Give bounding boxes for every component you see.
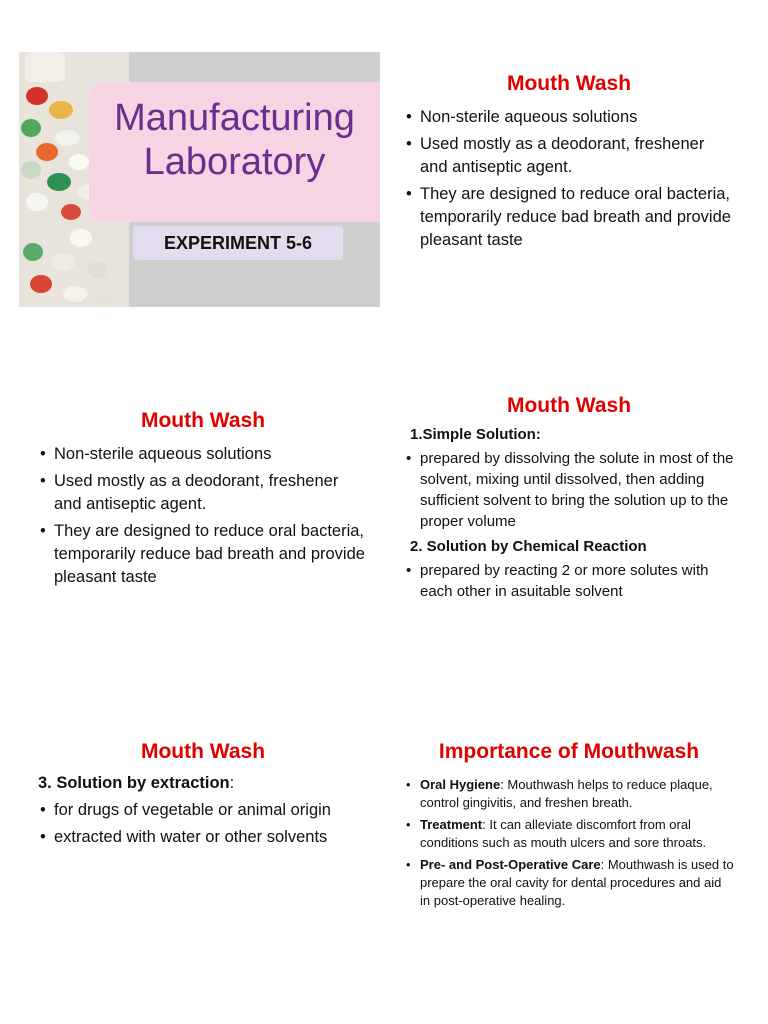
slide-mouth-wash-intro-1 [404, 72, 734, 252]
list-item: • They are designed to reduce oral bacteria, temporarily reduce bad breath and provide pleasant taste [38, 520, 368, 589]
list-item: • Non-sterile aqueous solutions [404, 106, 734, 129]
bullet-list [38, 443, 368, 589]
slide-title: Mouth Wash [140, 740, 266, 763]
cover-title-line1: Manufacturing [114, 97, 355, 139]
slide-mouth-wash-extraction [38, 740, 368, 849]
bullet-list [404, 776, 734, 910]
slide-title: Mouth Wash [506, 72, 632, 95]
item-text: : Mouthwash is used to prepare the oral cavity for dental procedures and aid in post-operative healing. [420, 857, 734, 908]
list-item: • Used mostly as a deodorant, freshener and antiseptic agent. [38, 470, 368, 516]
subheading-extraction-label: 3. Solution by extraction [38, 774, 230, 792]
list-item: • prepared by dissolving the solute in most of the solvent, mixing until dissolved, then adding sufficient solvent to bring the solution up to the proper volume [404, 448, 734, 532]
item-term: Treatment [420, 817, 483, 832]
slide-importance-of-mouthwash [404, 740, 734, 910]
slide-mouth-wash-solutions [404, 394, 734, 602]
list-item: • They are designed to reduce oral bacteria, temporarily reduce bad breath and provide pleasant taste [404, 183, 734, 252]
bullet-list [404, 106, 734, 252]
slide-title: Mouth Wash [506, 394, 632, 417]
cover-slide [19, 52, 380, 307]
item-text: : Mouthwash helps to reduce plaque, control gingivitis, and freshen breath. [420, 777, 713, 810]
list-item: • Used mostly as a deodorant, freshener and antiseptic agent. [404, 133, 734, 179]
experiment-badge: EXPERIMENT 5-6 [133, 226, 343, 260]
subheading-colon: : [229, 774, 235, 792]
list-item: • prepared by reacting 2 or more solutes with each other in asuitable solvent [404, 560, 734, 602]
bullet-list [38, 799, 368, 849]
list-item: • for drugs of vegetable or animal origin [38, 799, 368, 822]
list-item: • extracted with water or other solvents [38, 826, 368, 849]
bullet-list [404, 448, 734, 532]
subheading-simple-solution: 1.Simple Solution: [410, 426, 541, 443]
item-text: : It can alleviate discomfort from oral conditions such as mouth ulcers and sore throats. [420, 817, 707, 850]
list-item: • Non-sterile aqueous solutions [38, 443, 368, 466]
slide-title: Importance of Mouthwash [438, 740, 700, 763]
subheading-chemical-reaction: 2. Solution by Chemical Reaction [410, 538, 647, 555]
subheading-extraction [38, 772, 368, 795]
slide-title: Mouth Wash [140, 409, 266, 432]
cover-title-line2: Laboratory [143, 141, 326, 183]
list-item [404, 776, 734, 812]
cover-title [89, 96, 380, 184]
list-item [404, 816, 734, 852]
item-term: Pre- and Post-Operative Care [420, 857, 601, 872]
list-item [404, 856, 734, 910]
slide-mouth-wash-intro-2 [38, 409, 368, 589]
item-term: Oral Hygiene [420, 777, 501, 792]
bullet-list [404, 560, 734, 602]
